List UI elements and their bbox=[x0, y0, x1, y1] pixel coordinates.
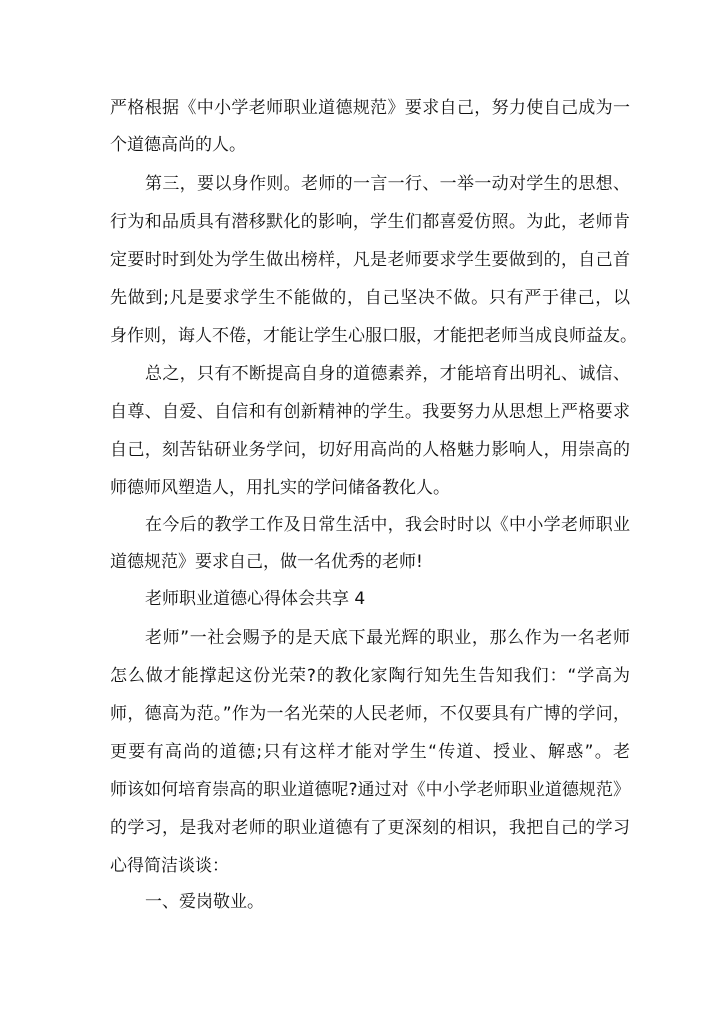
paragraph-line: 心得简洁谈谈： bbox=[110, 856, 229, 876]
section-heading: 老师职业道德心得体会共享 4 bbox=[145, 589, 366, 609]
paragraph-line: 的学习，是我对老师的职业道德有了更深刻的相识，我把自己的学习 bbox=[110, 818, 630, 838]
paragraph-line: 自尊、自爱、自信和有创新精神的学生。我要努力从思想上严格要求 bbox=[110, 402, 630, 422]
paragraph-line: 师德师风塑造人，用扎实的学问储备教化人。 bbox=[110, 478, 450, 498]
paragraph-line: 严格根据《中小学老师职业道德规范》要求自己，努力使自己成为一 bbox=[110, 98, 630, 118]
paragraph-line: 个道德高尚的人。 bbox=[110, 135, 246, 155]
paragraph-line: 道德规范》要求自己，做一名优秀的老师! bbox=[110, 552, 423, 572]
paragraph-line: 在今后的教学工作及日常生活中，我会时时以《中小学老师职业 bbox=[145, 515, 630, 535]
paragraph-line: 自己，刻苦钻研业务学问，切好用高尚的人格魅力影响人，用崇高的 bbox=[110, 440, 630, 460]
paragraph-line: 行为和品质具有潜移默化的影响，学生们都喜爱仿照。为此，老师肯 bbox=[110, 212, 630, 232]
paragraph-line: 师该如何培育崇高的职业道德呢?通过对《中小学老师职业道德规范》 bbox=[110, 780, 630, 800]
paragraph-line: 更要有高尚的道德;只有这样才能对学生“传道、授业、解惑”。老 bbox=[110, 742, 630, 762]
paragraph-line: 定要时时到处为学生做出榜样，凡是老师要求学生要做到的，自己首 bbox=[110, 250, 630, 270]
paragraph-line: 身作则，诲人不倦，才能让学生心服口服，才能把老师当成良师益友。 bbox=[110, 326, 637, 346]
paragraph-line: 老师”一社会赐予的是天底下最光辉的职业，那么作为一名老师 bbox=[145, 628, 630, 648]
paragraph-line: 先做到;凡是要求学生不能做的，自己坚决不做。只有严于律己，以 bbox=[110, 288, 630, 308]
paragraph-line: 总之，只有不断提高自身的道德素养，才能培育出明礼、诚信、 bbox=[145, 364, 630, 384]
subsection-heading: 一、爱岗敬业。 bbox=[145, 892, 264, 912]
paragraph-line: 怎么做才能撑起这份光荣?的教化家陶行知先生告知我们：“学高为 bbox=[110, 666, 630, 686]
paragraph-line: 师，德高为范。”作为一名光荣的人民老师，不仅要具有广博的学问， bbox=[110, 704, 630, 724]
paragraph-line: 第三，要以身作则。老师的一言一行、一举一动对学生的思想、 bbox=[145, 174, 630, 194]
